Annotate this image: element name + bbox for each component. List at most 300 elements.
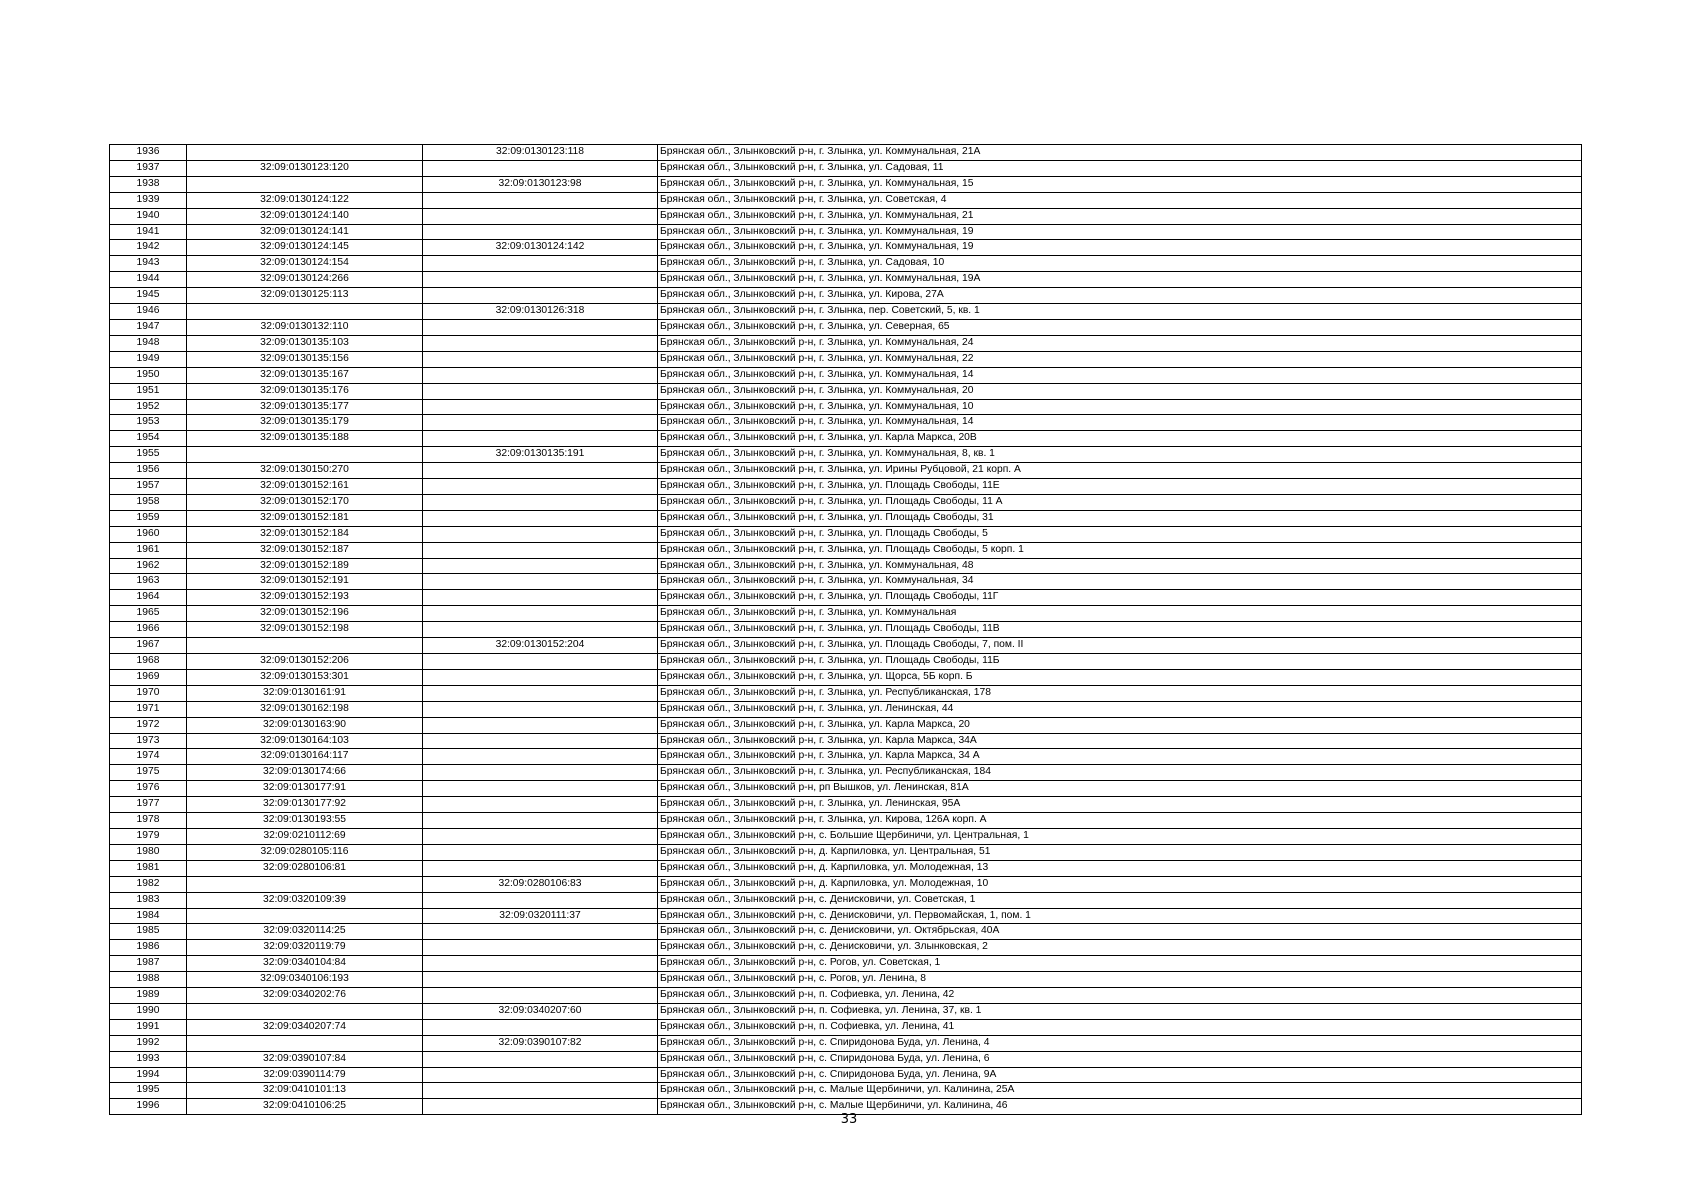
address-cell: Брянская обл., Злынковский р-н, г. Злынка, ул. Коммунальная, 19 (658, 224, 1582, 240)
row-number-cell: 1959 (110, 510, 187, 526)
table-row (110, 526, 1582, 542)
table-row (110, 479, 1582, 495)
table-row (110, 654, 1582, 670)
cadastral-number-cell: 32:09:0130124:154 (187, 256, 423, 272)
related-cadastral-number-cell: 32:09:0130126:318 (423, 304, 658, 320)
cadastral-number-cell (187, 145, 423, 161)
address-cell: Брянская обл., Злынковский р-н, г. Злынка, ул. Карла Маркса, 20В (658, 431, 1582, 447)
related-cadastral-number-cell (423, 526, 658, 542)
related-cadastral-number-cell (423, 590, 658, 606)
table-row (110, 335, 1582, 351)
row-number-cell: 1963 (110, 574, 187, 590)
cadastral-number-cell: 32:09:0130132:110 (187, 319, 423, 335)
row-number-cell: 1991 (110, 1019, 187, 1035)
row-number-cell: 1969 (110, 669, 187, 685)
cadastral-number-cell: 32:09:0130152:196 (187, 606, 423, 622)
cadastral-number-cell: 32:09:0130135:188 (187, 431, 423, 447)
row-number-cell: 1970 (110, 685, 187, 701)
related-cadastral-number-cell (423, 574, 658, 590)
table-row (110, 844, 1582, 860)
related-cadastral-number-cell (423, 892, 658, 908)
address-cell: Брянская обл., Злынковский р-н, г. Злынка, ул. Кирова, 126А корп. А (658, 813, 1582, 829)
row-number-cell: 1941 (110, 224, 187, 240)
cadastral-number-cell: 32:09:0340202:76 (187, 988, 423, 1004)
table-row (110, 892, 1582, 908)
address-cell: Брянская обл., Злынковский р-н, г. Злынка, ул. Щорса, 5Б корп. Б (658, 669, 1582, 685)
cadastral-number-cell: 32:09:0320109:39 (187, 892, 423, 908)
related-cadastral-number-cell (423, 988, 658, 1004)
address-cell: Брянская обл., Злынковский р-н, г. Злынка, ул. Коммунальная, 48 (658, 558, 1582, 574)
related-cadastral-number-cell (423, 256, 658, 272)
cadastral-number-cell: 32:09:0130124:122 (187, 192, 423, 208)
related-cadastral-number-cell: 32:09:0130124:142 (423, 240, 658, 256)
table-row (110, 447, 1582, 463)
address-cell: Брянская обл., Злынковский р-н, г. Злынка, пер. Советский, 5, кв. 1 (658, 304, 1582, 320)
row-number-cell: 1994 (110, 1067, 187, 1083)
table-row (110, 1019, 1582, 1035)
related-cadastral-number-cell (423, 319, 658, 335)
row-number-cell: 1979 (110, 828, 187, 844)
cadastral-number-cell: 32:09:0130135:156 (187, 351, 423, 367)
address-cell: Брянская обл., Злынковский р-н, с. Рогов, ул. Ленина, 8 (658, 972, 1582, 988)
address-cell: Брянская обл., Злынковский р-н, г. Злынка, ул. Республиканская, 178 (658, 685, 1582, 701)
cadastral-number-cell: 32:09:0130152:198 (187, 622, 423, 638)
related-cadastral-number-cell (423, 749, 658, 765)
address-cell: Брянская обл., Злынковский р-н, г. Злынка, ул. Площадь Свободы, 11Б (658, 654, 1582, 670)
address-cell: Брянская обл., Злынковский р-н, г. Злынка, ул. Коммунальная, 34 (658, 574, 1582, 590)
related-cadastral-number-cell (423, 558, 658, 574)
cadastral-number-cell: 32:09:0130152:170 (187, 494, 423, 510)
row-number-cell: 1938 (110, 176, 187, 192)
row-number-cell: 1961 (110, 542, 187, 558)
address-cell: Брянская обл., Злынковский р-н, г. Злынка, ул. Ирины Рубцовой, 21 корп. А (658, 463, 1582, 479)
cadastral-number-cell: 32:09:0130152:191 (187, 574, 423, 590)
address-cell: Брянская обл., Злынковский р-н, г. Злынка, ул. Карла Маркса, 34 А (658, 749, 1582, 765)
table-row (110, 669, 1582, 685)
table-row (110, 590, 1582, 606)
row-number-cell: 1983 (110, 892, 187, 908)
row-number-cell: 1977 (110, 797, 187, 813)
related-cadastral-number-cell (423, 463, 658, 479)
cadastral-number-cell: 32:09:0390114:79 (187, 1067, 423, 1083)
cadastral-number-cell (187, 876, 423, 892)
row-number-cell: 1940 (110, 208, 187, 224)
cadastral-number-cell (187, 1003, 423, 1019)
cadastral-number-cell: 32:09:0130163:90 (187, 717, 423, 733)
related-cadastral-number-cell (423, 956, 658, 972)
related-cadastral-number-cell (423, 828, 658, 844)
related-cadastral-number-cell (423, 844, 658, 860)
cadastral-number-cell: 32:09:0130152:181 (187, 510, 423, 526)
row-number-cell: 1943 (110, 256, 187, 272)
table-row (110, 860, 1582, 876)
address-cell: Брянская обл., Злынковский р-н, г. Злынка, ул. Коммунальная, 21А (658, 145, 1582, 161)
table-row (110, 383, 1582, 399)
cadastral-number-cell: 32:09:0320119:79 (187, 940, 423, 956)
related-cadastral-number-cell: 32:09:0320111:37 (423, 908, 658, 924)
address-cell: Брянская обл., Злынковский р-н, г. Злынка, ул. Площадь Свободы, 11 А (658, 494, 1582, 510)
related-cadastral-number-cell (423, 288, 658, 304)
row-number-cell: 1953 (110, 415, 187, 431)
cadastral-number-cell (187, 638, 423, 654)
table-row (110, 542, 1582, 558)
table-row (110, 431, 1582, 447)
row-number-cell: 1936 (110, 145, 187, 161)
related-cadastral-number-cell (423, 1019, 658, 1035)
table-row (110, 765, 1582, 781)
address-cell: Брянская обл., Злынковский р-н, г. Злынка, ул. Карла Маркса, 34А (658, 733, 1582, 749)
row-number-cell: 1942 (110, 240, 187, 256)
address-cell: Брянская обл., Злынковский р-н, г. Злынка, ул. Коммунальная, 24 (658, 335, 1582, 351)
address-cell: Брянская обл., Злынковский р-н, г. Злынка, ул. Северная, 65 (658, 319, 1582, 335)
row-number-cell: 1980 (110, 844, 187, 860)
table-row (110, 240, 1582, 256)
related-cadastral-number-cell (423, 415, 658, 431)
table-row (110, 574, 1582, 590)
address-cell: Брянская обл., Злынковский р-н, д. Карпиловка, ул. Молодежная, 10 (658, 876, 1582, 892)
cadastral-number-cell: 32:09:0130125:113 (187, 288, 423, 304)
related-cadastral-number-cell (423, 383, 658, 399)
table-row (110, 956, 1582, 972)
table-row (110, 208, 1582, 224)
related-cadastral-number-cell (423, 940, 658, 956)
cadastral-number-cell: 32:09:0130177:92 (187, 797, 423, 813)
cadastral-number-cell: 32:09:0340106:193 (187, 972, 423, 988)
related-cadastral-number-cell (423, 924, 658, 940)
table-row (110, 828, 1582, 844)
row-number-cell: 1954 (110, 431, 187, 447)
related-cadastral-number-cell (423, 813, 658, 829)
cadastral-number-cell (187, 176, 423, 192)
address-cell: Брянская обл., Злынковский р-н, с. Малые Щербиничи, ул. Калинина, 46 (658, 1099, 1582, 1115)
cadastral-number-cell: 32:09:0410101:13 (187, 1083, 423, 1099)
related-cadastral-number-cell (423, 431, 658, 447)
address-cell: Брянская обл., Злынковский р-н, г. Злынка, ул. Площадь Свободы, 31 (658, 510, 1582, 526)
table-row (110, 1003, 1582, 1019)
address-cell: Брянская обл., Злынковский р-н, с. Денисковичи, ул. Советская, 1 (658, 892, 1582, 908)
table-row (110, 1067, 1582, 1083)
address-cell: Брянская обл., Злынковский р-н, г. Злынка, ул. Садовая, 11 (658, 160, 1582, 176)
address-cell: Брянская обл., Злынковский р-н, с. Денисковичи, ул. Первомайская, 1, пом. 1 (658, 908, 1582, 924)
cadastral-number-cell (187, 447, 423, 463)
address-cell: Брянская обл., Злынковский р-н, г. Злынка, ул. Площадь Свободы, 11В (658, 622, 1582, 638)
address-cell: Брянская обл., Злынковский р-н, с. Денисковичи, ул. Октябрьская, 40А (658, 924, 1582, 940)
cadastral-number-cell: 32:09:0130193:55 (187, 813, 423, 829)
address-cell: Брянская обл., Злынковский р-н, г. Злынка, ул. Коммунальная, 14 (658, 367, 1582, 383)
cadastral-number-cell (187, 908, 423, 924)
row-number-cell: 1981 (110, 860, 187, 876)
address-cell: Брянская обл., Злынковский р-н, г. Злынка, ул. Площадь Свободы, 7, пом. II (658, 638, 1582, 654)
row-number-cell: 1989 (110, 988, 187, 1004)
cadastral-number-cell: 32:09:0130174:66 (187, 765, 423, 781)
table-row (110, 876, 1582, 892)
table-row (110, 685, 1582, 701)
address-cell: Брянская обл., Злынковский р-н, д. Карпиловка, ул. Центральная, 51 (658, 844, 1582, 860)
address-cell: Брянская обл., Злынковский р-н, г. Злынка, ул. Площадь Свободы, 5 (658, 526, 1582, 542)
related-cadastral-number-cell: 32:09:0130135:191 (423, 447, 658, 463)
row-number-cell: 1973 (110, 733, 187, 749)
related-cadastral-number-cell (423, 701, 658, 717)
row-number-cell: 1992 (110, 1035, 187, 1051)
address-cell: Брянская обл., Злынковский р-н, рп Вышков, ул. Ленинская, 81А (658, 781, 1582, 797)
cadastral-number-cell: 32:09:0130124:266 (187, 272, 423, 288)
cadastral-number-cell: 32:09:0130153:301 (187, 669, 423, 685)
cadastral-number-cell: 32:09:0130124:145 (187, 240, 423, 256)
cadastral-number-cell: 32:09:0130164:117 (187, 749, 423, 765)
address-cell: Брянская обл., Злынковский р-н, г. Злынка, ул. Коммунальная (658, 606, 1582, 622)
table-row (110, 176, 1582, 192)
related-cadastral-number-cell (423, 1051, 658, 1067)
table-row (110, 797, 1582, 813)
row-number-cell: 1976 (110, 781, 187, 797)
table-row (110, 399, 1582, 415)
row-number-cell: 1945 (110, 288, 187, 304)
related-cadastral-number-cell (423, 542, 658, 558)
row-number-cell: 1993 (110, 1051, 187, 1067)
row-number-cell: 1937 (110, 160, 187, 176)
table-row (110, 908, 1582, 924)
address-cell: Брянская обл., Злынковский р-н, г. Злынка, ул. Ленинская, 95А (658, 797, 1582, 813)
cadastral-number-cell: 32:09:0130135:176 (187, 383, 423, 399)
related-cadastral-number-cell (423, 1083, 658, 1099)
row-number-cell: 1965 (110, 606, 187, 622)
cadastral-number-cell: 32:09:0130135:179 (187, 415, 423, 431)
row-number-cell: 1995 (110, 1083, 187, 1099)
cadastral-number-cell: 32:09:0130123:120 (187, 160, 423, 176)
address-cell: Брянская обл., Злынковский р-н, с. Большие Щербиничи, ул. Центральная, 1 (658, 828, 1582, 844)
row-number-cell: 1972 (110, 717, 187, 733)
table-row (110, 288, 1582, 304)
row-number-cell: 1966 (110, 622, 187, 638)
row-number-cell: 1958 (110, 494, 187, 510)
address-cell: Брянская обл., Злынковский р-н, д. Карпиловка, ул. Молодежная, 13 (658, 860, 1582, 876)
table-row (110, 1051, 1582, 1067)
address-cell: Брянская обл., Злынковский р-н, г. Злынка, ул. Ленинская, 44 (658, 701, 1582, 717)
cadastral-number-cell: 32:09:0130124:140 (187, 208, 423, 224)
table-row (110, 192, 1582, 208)
table-row (110, 701, 1582, 717)
row-number-cell: 1960 (110, 526, 187, 542)
table-row (110, 367, 1582, 383)
row-number-cell: 1951 (110, 383, 187, 399)
address-cell: Брянская обл., Злынковский р-н, г. Злынка, ул. Садовая, 10 (658, 256, 1582, 272)
related-cadastral-number-cell (423, 685, 658, 701)
cadastral-number-cell: 32:09:0390107:84 (187, 1051, 423, 1067)
row-number-cell: 1949 (110, 351, 187, 367)
address-cell: Брянская обл., Злынковский р-н, г. Злынка, ул. Коммунальная, 15 (658, 176, 1582, 192)
table-row (110, 510, 1582, 526)
property-table (109, 144, 1582, 1115)
cadastral-number-cell: 32:09:0130162:198 (187, 701, 423, 717)
related-cadastral-number-cell (423, 781, 658, 797)
cadastral-number-cell: 32:09:0130152:187 (187, 542, 423, 558)
table-body (110, 145, 1582, 1115)
table-row (110, 160, 1582, 176)
address-cell: Брянская обл., Злынковский р-н, г. Злынка, ул. Коммунальная, 20 (658, 383, 1582, 399)
table-row (110, 304, 1582, 320)
address-cell: Брянская обл., Злынковский р-н, г. Злынка, ул. Коммунальная, 14 (658, 415, 1582, 431)
table-row (110, 924, 1582, 940)
related-cadastral-number-cell (423, 351, 658, 367)
cadastral-number-cell: 32:09:0130152:206 (187, 654, 423, 670)
cadastral-number-cell (187, 1035, 423, 1051)
row-number-cell: 1952 (110, 399, 187, 415)
row-number-cell: 1950 (110, 367, 187, 383)
related-cadastral-number-cell (423, 510, 658, 526)
table-row (110, 813, 1582, 829)
table-row (110, 781, 1582, 797)
row-number-cell: 1957 (110, 479, 187, 495)
row-number-cell: 1986 (110, 940, 187, 956)
related-cadastral-number-cell: 32:09:0390107:82 (423, 1035, 658, 1051)
address-cell: Брянская обл., Злынковский р-н, с. Спиридонова Буда, ул. Ленина, 6 (658, 1051, 1582, 1067)
row-number-cell: 1987 (110, 956, 187, 972)
address-cell: Брянская обл., Злынковский р-н, п. Софиевка, ул. Ленина, 41 (658, 1019, 1582, 1035)
cadastral-number-cell: 32:09:0130152:193 (187, 590, 423, 606)
table-row (110, 256, 1582, 272)
address-cell: Брянская обл., Злынковский р-н, г. Злынка, ул. Коммунальная, 19 (658, 240, 1582, 256)
cadastral-number-cell: 32:09:0410106:25 (187, 1099, 423, 1115)
table-row (110, 415, 1582, 431)
table-row (110, 319, 1582, 335)
table-row (110, 145, 1582, 161)
row-number-cell: 1967 (110, 638, 187, 654)
cadastral-number-cell: 32:09:0130161:91 (187, 685, 423, 701)
related-cadastral-number-cell (423, 335, 658, 351)
row-number-cell: 1947 (110, 319, 187, 335)
related-cadastral-number-cell (423, 272, 658, 288)
row-number-cell: 1985 (110, 924, 187, 940)
row-number-cell: 1990 (110, 1003, 187, 1019)
row-number-cell: 1975 (110, 765, 187, 781)
related-cadastral-number-cell (423, 367, 658, 383)
row-number-cell: 1962 (110, 558, 187, 574)
address-cell: Брянская обл., Злынковский р-н, п. Софиевка, ул. Ленина, 42 (658, 988, 1582, 1004)
related-cadastral-number-cell (423, 797, 658, 813)
cadastral-number-cell: 32:09:0130164:103 (187, 733, 423, 749)
address-cell: Брянская обл., Злынковский р-н, г. Злынка, ул. Коммунальная, 10 (658, 399, 1582, 415)
row-number-cell: 1956 (110, 463, 187, 479)
table-row (110, 558, 1582, 574)
cadastral-number-cell: 32:09:0130152:184 (187, 526, 423, 542)
related-cadastral-number-cell (423, 1067, 658, 1083)
related-cadastral-number-cell (423, 606, 658, 622)
table-row (110, 606, 1582, 622)
row-number-cell: 1946 (110, 304, 187, 320)
address-cell: Брянская обл., Злынковский р-н, г. Злынка, ул. Коммунальная, 22 (658, 351, 1582, 367)
address-cell: Брянская обл., Злынковский р-н, г. Злынка, ул. Площадь Свободы, 11Г (658, 590, 1582, 606)
related-cadastral-number-cell (423, 622, 658, 638)
row-number-cell: 1939 (110, 192, 187, 208)
address-cell: Брянская обл., Злынковский р-н, г. Злынка, ул. Карла Маркса, 20 (658, 717, 1582, 733)
cadastral-number-cell: 32:09:0130135:103 (187, 335, 423, 351)
row-number-cell: 1964 (110, 590, 187, 606)
cadastral-number-cell: 32:09:0130124:141 (187, 224, 423, 240)
cadastral-number-cell: 32:09:0320114:25 (187, 924, 423, 940)
table-row (110, 972, 1582, 988)
page-number: 33 (840, 1112, 858, 1127)
address-cell: Брянская обл., Злынковский р-н, с. Спиридонова Буда, ул. Ленина, 4 (658, 1035, 1582, 1051)
table-row (110, 733, 1582, 749)
table-row (110, 988, 1582, 1004)
row-number-cell: 1944 (110, 272, 187, 288)
table-row (110, 494, 1582, 510)
related-cadastral-number-cell (423, 654, 658, 670)
related-cadastral-number-cell (423, 208, 658, 224)
address-cell: Брянская обл., Злынковский р-н, г. Злынка, ул. Площадь Свободы, 5 корп. 1 (658, 542, 1582, 558)
address-cell: Брянская обл., Злынковский р-н, г. Злынка, ул. Площадь Свободы, 11Е (658, 479, 1582, 495)
related-cadastral-number-cell (423, 192, 658, 208)
row-number-cell: 1978 (110, 813, 187, 829)
address-cell: Брянская обл., Злынковский р-н, г. Злынка, ул. Коммунальная, 19А (658, 272, 1582, 288)
address-cell: Брянская обл., Злынковский р-н, г. Злынка, ул. Советская, 4 (658, 192, 1582, 208)
table-row (110, 717, 1582, 733)
related-cadastral-number-cell (423, 972, 658, 988)
row-number-cell: 1974 (110, 749, 187, 765)
table-row (110, 224, 1582, 240)
related-cadastral-number-cell (423, 669, 658, 685)
table-row (110, 749, 1582, 765)
related-cadastral-number-cell (423, 765, 658, 781)
address-cell: Брянская обл., Злынковский р-н, г. Злынка, ул. Республиканская, 184 (658, 765, 1582, 781)
related-cadastral-number-cell (423, 860, 658, 876)
cadastral-number-cell: 32:09:0130150:270 (187, 463, 423, 479)
address-cell: Брянская обл., Злынковский р-н, с. Спиридонова Буда, ул. Ленина, 9А (658, 1067, 1582, 1083)
table-row (110, 940, 1582, 956)
related-cadastral-number-cell (423, 733, 658, 749)
cadastral-number-cell: 32:09:0280106:81 (187, 860, 423, 876)
cadastral-number-cell: 32:09:0340104:84 (187, 956, 423, 972)
table-row (110, 638, 1582, 654)
table-row (110, 622, 1582, 638)
related-cadastral-number-cell: 32:09:0280106:83 (423, 876, 658, 892)
related-cadastral-number-cell: 32:09:0130123:98 (423, 176, 658, 192)
related-cadastral-number-cell (423, 479, 658, 495)
table-row (110, 463, 1582, 479)
table-row (110, 1035, 1582, 1051)
cadastral-number-cell: 32:09:0340207:74 (187, 1019, 423, 1035)
address-cell: Брянская обл., Злынковский р-н, с. Рогов, ул. Советская, 1 (658, 956, 1582, 972)
cadastral-number-cell: 32:09:0130152:189 (187, 558, 423, 574)
related-cadastral-number-cell (423, 224, 658, 240)
related-cadastral-number-cell: 32:09:0130123:118 (423, 145, 658, 161)
table-row (110, 1083, 1582, 1099)
cadastral-number-cell: 32:09:0210112:69 (187, 828, 423, 844)
related-cadastral-number-cell: 32:09:0340207:60 (423, 1003, 658, 1019)
table-row (110, 272, 1582, 288)
row-number-cell: 1968 (110, 654, 187, 670)
address-cell: Брянская обл., Злынковский р-н, с. Малые Щербиничи, ул. Калинина, 25А (658, 1083, 1582, 1099)
row-number-cell: 1955 (110, 447, 187, 463)
cadastral-number-cell: 32:09:0280105:116 (187, 844, 423, 860)
address-cell: Брянская обл., Злынковский р-н, п. Софиевка, ул. Ленина, 37, кв. 1 (658, 1003, 1582, 1019)
row-number-cell: 1984 (110, 908, 187, 924)
related-cadastral-number-cell (423, 494, 658, 510)
row-number-cell: 1988 (110, 972, 187, 988)
related-cadastral-number-cell (423, 160, 658, 176)
row-number-cell: 1971 (110, 701, 187, 717)
cadastral-number-cell: 32:09:0130135:177 (187, 399, 423, 415)
cadastral-number-cell: 32:09:0130135:167 (187, 367, 423, 383)
row-number-cell: 1996 (110, 1099, 187, 1115)
row-number-cell: 1948 (110, 335, 187, 351)
related-cadastral-number-cell: 32:09:0130152:204 (423, 638, 658, 654)
address-cell: Брянская обл., Злынковский р-н, г. Злынка, ул. Коммунальная, 8, кв. 1 (658, 447, 1582, 463)
row-number-cell: 1982 (110, 876, 187, 892)
cadastral-number-cell (187, 304, 423, 320)
cadastral-number-cell: 32:09:0130177:91 (187, 781, 423, 797)
related-cadastral-number-cell (423, 399, 658, 415)
